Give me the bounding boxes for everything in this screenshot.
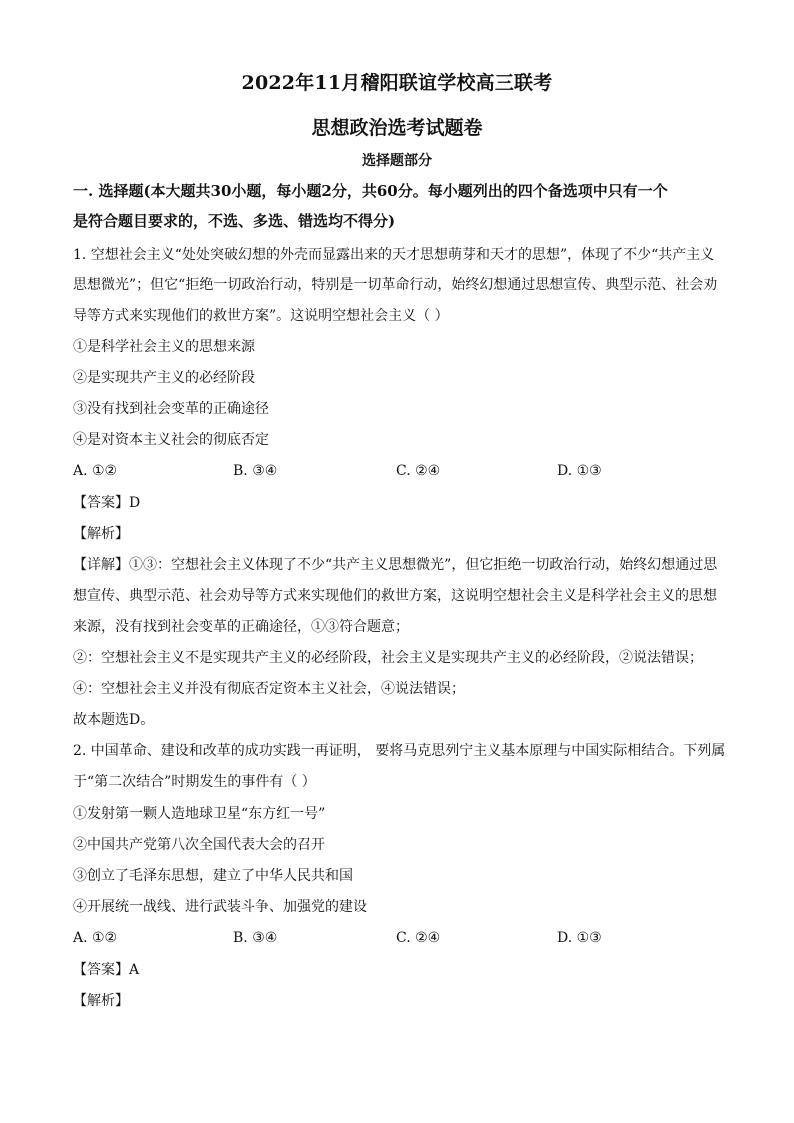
section-heading-line1: 一. 选择题(本大题共30小题，每小题2分，共60分。每小题列出的四个备选项中只有一个 (73, 182, 668, 200)
section-heading-line2: 是符合题目要求的，不选、多选、错选均不得分) (73, 212, 396, 230)
part-heading: 选择题部分 (362, 153, 432, 169)
q1-item-4: ④是对资本主义社会的彻底否定 (73, 432, 269, 448)
page-title: 2022年11月稽阳联谊学校高三联考 (241, 72, 553, 94)
q2-stem-line2: 于“第二次结合”时期发生的事件有（ ） (73, 774, 316, 790)
q1-stem-line2: 思想微光”；但它“拒绝一切政治行动，特别是一切革命行动，始终幻想通过思想宣传、典型示范、社会劝 (73, 277, 718, 293)
q1-option-b: B. ③④ (233, 463, 278, 479)
q1-item-2: ②是实现共产主义的必经阶段 (73, 370, 255, 386)
q2-analysis-label: 【解析】 (73, 993, 129, 1009)
q2-option-c: C. ②④ (396, 930, 441, 946)
q1-stem-line1: 1. 空想社会主义“处处突破幻想的外壳而显露出来的天才思想萌芽和天才的思想”，体现了不少“共产主义 (73, 247, 715, 263)
q1-option-d: D. ①③ (557, 463, 602, 479)
q2-option-d: D. ①③ (557, 930, 602, 946)
q2-stem-line1: 2. 中国革命、建设和改革的成功实践一再证明， 要将马克思列宁主义基本原理与中国实际相结合。下列属 (73, 743, 726, 759)
exam-subtitle: 思想政治选考试题卷 (311, 117, 483, 139)
q1-option-c: C. ②④ (396, 463, 441, 479)
q1-conclusion: 故本题选D。 (73, 712, 155, 728)
q2-item-3: ③创立了毛泽东思想，建立了中华人民共和国 (73, 868, 353, 884)
q1-detail-line2: 想宣传、典型示范、社会劝导等方式来实现他们的救世方案，这说明空想社会主义是科学社会主义的思想 (73, 588, 717, 604)
q1-detail-line3: 来源，没有找到社会变革的正确途径，①③符合题意； (73, 619, 409, 635)
q2-item-4: ④开展统一战线、进行武装斗争、加强党的建设 (73, 899, 367, 915)
q1-option-a: A. ①② (73, 463, 118, 479)
q1-stem-line3: 导等方式来实现他们的救世方案”。这说明空想社会主义（ ） (73, 308, 449, 324)
q1-item-1: ①是科学社会主义的思想来源 (73, 339, 255, 355)
q2-item-1: ①发射第一颗人造地球卫星“东方红一号” (73, 806, 326, 822)
q1-detail-line1: 【详解】①③：空想社会主义体现了不少“共产主义思想微光”，但它拒绝一切政治行动，始终幻想通过思 (73, 557, 718, 573)
q1-answer: 【答案】D (73, 495, 141, 511)
q2-item-2: ②中国共产党第八次全国代表大会的召开 (73, 837, 325, 853)
q2-option-a: A. ①② (73, 930, 118, 946)
q1-detail-line5: ④：空想社会主义并没有彻底否定资本主义社会，④说法错误； (73, 681, 465, 697)
q1-analysis-label: 【解析】 (73, 526, 129, 542)
q1-item-3: ③没有找到社会变革的正确途径 (73, 401, 269, 417)
q1-detail-line4: ②：空想社会主义不是实现共产主义的必经阶段，社会主义是实现共产主义的必经阶段，②说法错误； (73, 650, 703, 666)
q2-option-b: B. ③④ (233, 930, 278, 946)
q2-answer: 【答案】A (73, 962, 140, 978)
